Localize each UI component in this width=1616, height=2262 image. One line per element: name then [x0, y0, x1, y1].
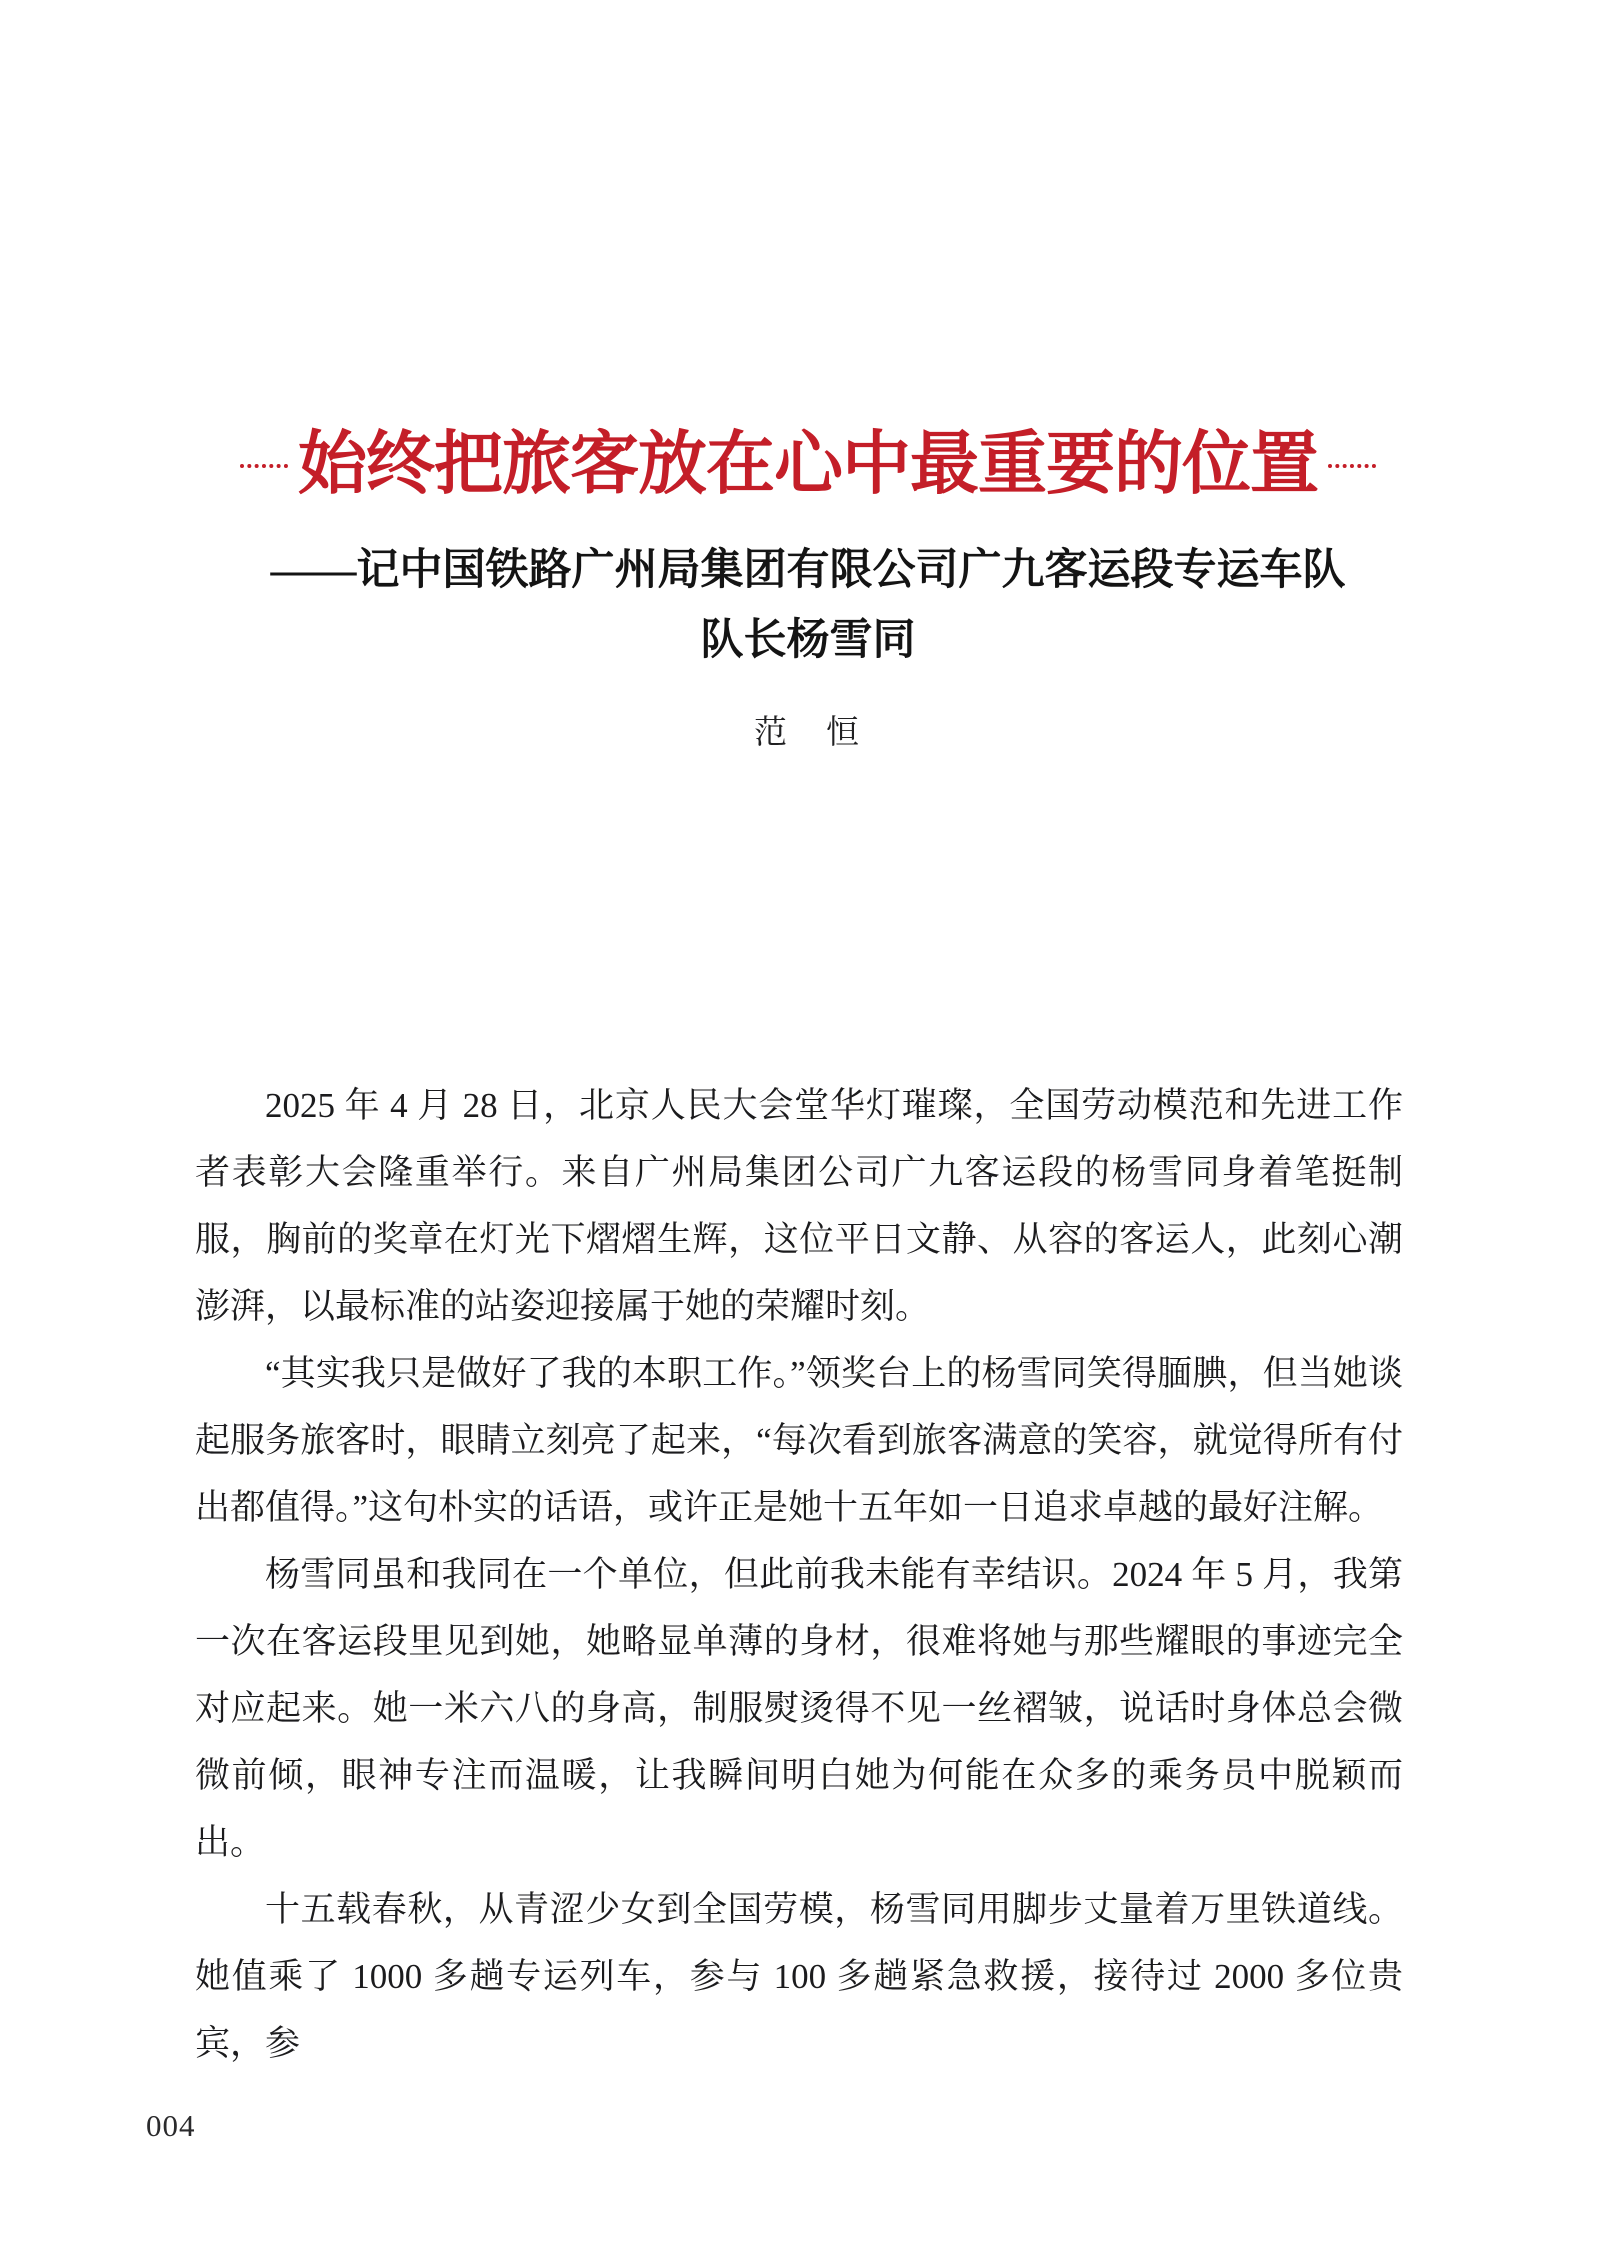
subtitle-line-1: ——记中国铁路广州局集团有限公司广九客运段专运车队: [270, 547, 1346, 594]
title-dotted-rule-left: [240, 464, 288, 468]
body-paragraph: “其实我只是做好了我的本职工作。”领奖台上的杨雪同笑得腼腆，但当她谈起服务旅客时，眼睛立刻亮了起来，“每次看到旅客满意的笑容，就觉得所有付出都值得。”这句朴实的话语，或许正是她十五年如一日追求卓越的最好注解。: [195, 1354, 1403, 1527]
body-paragraph: 十五载春秋，从青涩少女到全国劳模，杨雪同用脚步丈量着万里铁道线。她值乘了 1000 多趟专运列车，参与 100 多趟紧急救援，接待过 2000 多位贵宾，参: [195, 1890, 1403, 2063]
page-number: 004: [146, 2108, 196, 2143]
article-title: 始终把旅客放在心中最重要的位置: [298, 426, 1318, 502]
author-name: 范 恒: [754, 715, 862, 751]
article-header: [0, 414, 1616, 514]
body-paragraph: 杨雪同虽和我同在一个单位，但此前我未能有幸结识。2024 年 5 月，我第一次在客运段里见到她，她略显单薄的身材，很难将她与那些耀眼的事迹完全对应起来。她一米六八的身高，制服熨烫得不见一丝褶皱，说话时身体总会微微前倾，眼神专注而温暖，让我瞬间明白她为何能在众多的乘务员中脱颖而出。: [195, 1555, 1403, 1862]
title-dotted-rule-right: [1328, 464, 1376, 468]
subtitle-line-2: 队长杨雪同: [700, 617, 916, 664]
article-body: [195, 1072, 1403, 2077]
article-subtitle: [0, 536, 1616, 676]
body-paragraph: 2025 年 4 月 28 日，北京人民大会堂华灯璀璨，全国劳动模范和先进工作者表彰大会隆重举行。来自广州局集团公司广九客运段的杨雪同身着笔挺制服，胸前的奖章在灯光下熠熠生辉，这位平日文静、从容的客运人，此刻心潮澎湃，以最标准的站姿迎接属于她的荣耀时刻。: [195, 1086, 1403, 1326]
